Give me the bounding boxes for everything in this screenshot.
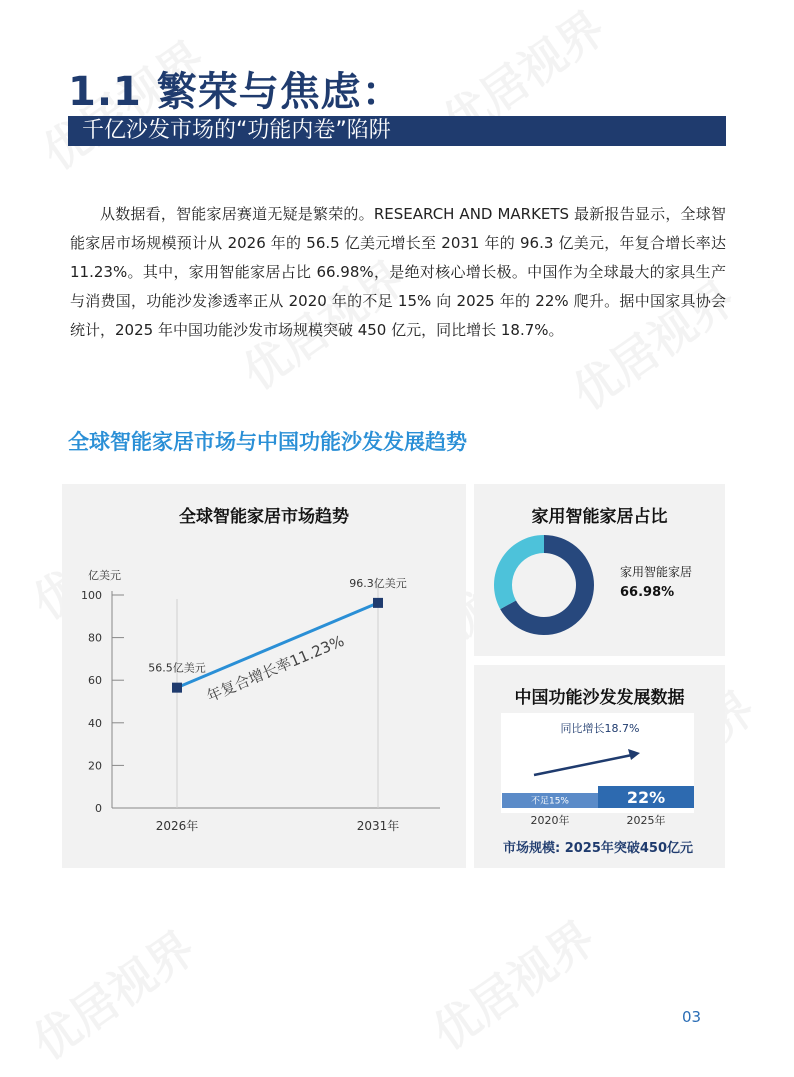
line-chart — [62, 484, 466, 868]
bar-chart-footer: 市场规模: 2025年突破450亿元 — [502, 841, 694, 856]
bar-label: 不足15% — [530, 796, 570, 807]
donut-chart — [474, 484, 725, 656]
data-point — [373, 598, 383, 608]
x-tick-label: 2026年 — [155, 819, 199, 833]
y-tick-label: 80 — [88, 631, 102, 645]
bar-category-label: 2025年 — [626, 814, 666, 827]
line-chart-title: 全球智能家居市场趋势 — [179, 507, 349, 527]
section-title: 全球智能家居市场与中国功能沙发发展趋势 — [68, 430, 467, 454]
y-axis-unit: 亿美元 — [88, 569, 121, 582]
y-tick-label: 60 — [88, 674, 102, 688]
bar-chart — [474, 665, 725, 868]
line-chart-panel — [62, 484, 466, 868]
bar-category-label: 2020年 — [530, 814, 570, 827]
page-number: 03 — [682, 1008, 702, 1026]
trend-label: 同比增长18.7% — [560, 722, 640, 735]
donut-chart-title: 家用智能家居占比 — [531, 507, 668, 527]
donut-legend-label: 家用智能家居 — [620, 565, 693, 579]
data-point — [172, 683, 182, 693]
donut-chart-panel — [474, 484, 725, 656]
bar-label: 22% — [626, 787, 666, 807]
page-subtitle: 千亿沙发市场的“功能内卷”陷阱 — [82, 118, 391, 143]
watermark-text — [418, 903, 607, 1063]
bar-chart-panel — [474, 665, 725, 868]
x-tick-label: 2031年 — [356, 819, 400, 833]
data-label: 56.5亿美元 — [148, 661, 206, 675]
y-tick-label: 40 — [88, 716, 102, 730]
y-tick-label: 20 — [88, 759, 102, 773]
bar-chart-title: 中国功能沙发发展数据 — [514, 688, 685, 708]
y-tick-label: 0 — [95, 802, 102, 815]
donut-legend-value: 66.98% — [620, 585, 675, 600]
page-title: 1.1 繁荣与焦虑： — [68, 69, 403, 115]
y-tick-label: 100 — [81, 589, 102, 602]
watermark-text — [18, 913, 207, 1073]
data-label: 96.3亿美元 — [349, 576, 407, 590]
donut-slice-2 — [494, 535, 544, 609]
cagr-annotation: 年复合增长率11.23% — [204, 631, 347, 706]
body-paragraph: 从数据看，智能家居赛道无疑是繁荣的。RESEARCH AND MARKETS 最新报告显示，全球智能家居市场规模预计从 2026 年的 56.5 亿美元增长至 2031 年的 96.3 亿美元，年复合增长率达 11.23%。其中，家用智能家居占比 66.98%，是绝对核心增长极。中国作为全球最大的家具生产与消费国，功能沙发渗透率正从 2020 年的不足 15% 向 2025 年的 22% 爬升。据中国家具协会统计，2025 年中国功能沙发市场规模突破 450 亿元，同比增长 18.7%。 — [70, 205, 726, 339]
